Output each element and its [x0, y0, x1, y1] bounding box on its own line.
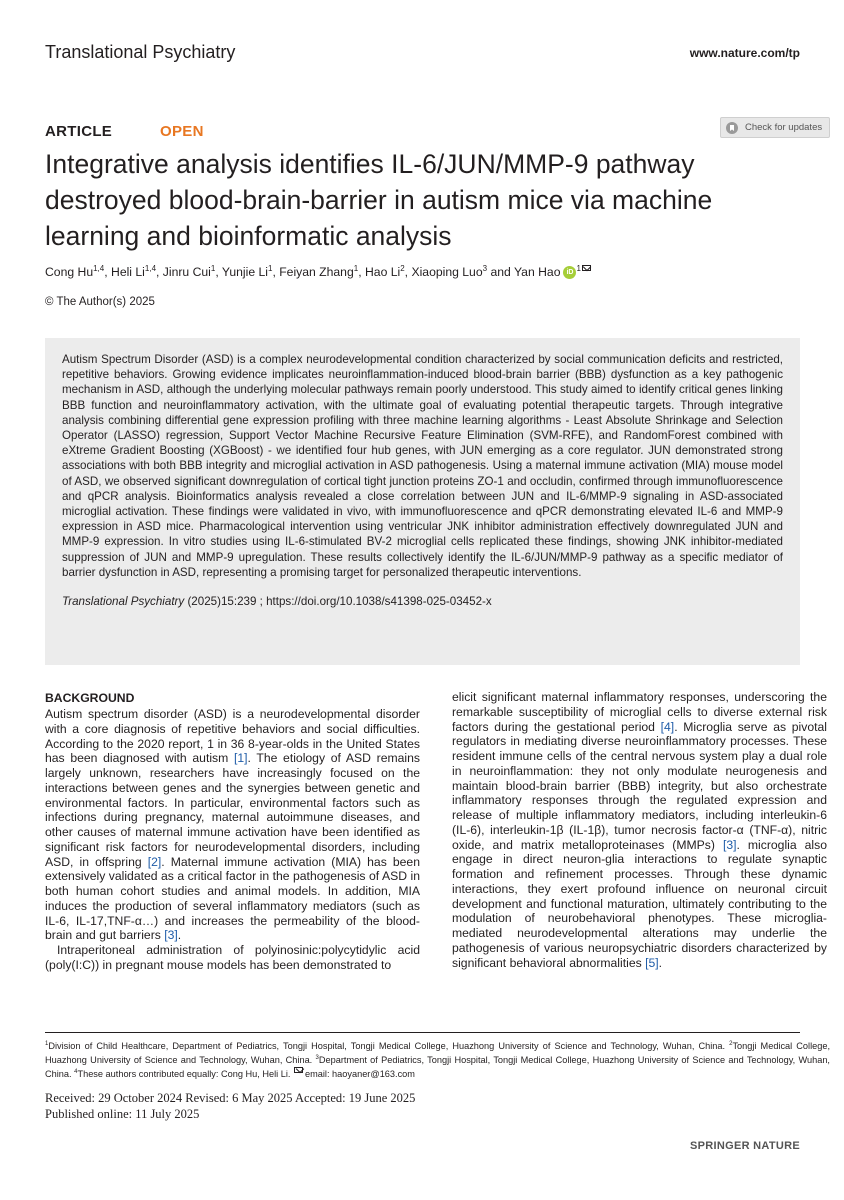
update-bookmark-icon [725, 121, 739, 135]
journal-name: Translational Psychiatry [45, 42, 236, 62]
author-name[interactable]: Yunjie Li [221, 265, 268, 280]
reference-link[interactable]: [4] [660, 719, 675, 734]
body-paragraph: Autism spectrum disorder (ASD) is a neurodevelopmental disorder with a core diagnosis of repetitive behaviors and social difficulties. According to the 2020 report, 1 in 36 8-year-olds in the United States has been diagnosed with autism [1]. The etiology of ASD remains largely unknown, researchers have increasingly focused on the interactions between genes and the synergies between genetic and environmental factors. In particular, environmental factors such as infections during pregnancy, maternal autoimmune diseases, and other causes of maternal immune activation have been identified as significant risk factors for neurodevelopmental disorders, including ASD, in offspring [2]. Maternal immune activation (MIA) has been extensively validated as a critical factor in the pathogenesis of ASD in both human cohort studies and animal models. In addition, MIA induces the production of several inflammatory mediators (such as IL-6, IL-17,TNF-α…) and increases the permeability of the blood-brain and gut barriers [3]. [45, 707, 420, 943]
reference-link[interactable]: [1] [233, 751, 248, 766]
check-for-updates-button[interactable] [720, 117, 830, 138]
article-title: Integrative analysis identifies IL-6/JUN/MMP-9 pathway destroyed blood-brain-barrier in autism mice via machine learning and bioinformatic analysis [45, 149, 713, 251]
section-heading-background: BACKGROUND [45, 691, 135, 705]
body-column-right [452, 690, 827, 970]
citation-line [62, 595, 783, 608]
footnote-divider [45, 1032, 800, 1033]
body-paragraph: elicit significant maternal inflammatory responses, underscoring the remarkable susceptibility of microglial cells to diverse external risk factors during the gestational period [4]. Microglia serve as pivotal regulators in mediating diverse neuroinflammatory processes. These resident immune cells of the central nervous system play a dual role in neuroinflammation: they not only modulate neurogenesis and maintain blood-brain barrier (BBB) integrity, but also orchestrate inflammatory responses through the regulated expression and release of multiple inflammatory mediators, including interleukin-6 (IL-6), interleukin-1β (IL-1β), tumor necrosis factor-α (TNF-α), nitric oxide, and matrix metalloproteinases (MMPs) [3]. microglia also engage in direct neuron-glia interactions to regulate synaptic formation and refinement processes. Through these dynamic interactions, they exert profound influence on neuronal circuit development and functional maturation, ultimately contributing to the modulation of neurobehavioral phenotypes. These microglia-mediated neurodevelopmental alterations may underlie the pathogenesis of various neuropsychiatric disorders characterized by significant behavioral abnormalities [5]. [452, 690, 828, 970]
author-name[interactable]: Cong Hu [45, 265, 94, 280]
affiliation-text: Tongji Medical College, Huazhong University of Science and Technology, Wuhan, China. [45, 1041, 830, 1065]
reference-link[interactable]: [2] [147, 854, 162, 869]
author-name[interactable]: Heli Li [111, 265, 145, 280]
affiliation-text: Department of Pediatrics, Tongji Hospital, Tongji Medical College, Huazhong University of Science and Technology, Wuhan, China. [45, 1055, 830, 1080]
affiliation-text: Division of Child Healthcare, Department of Pediatrics, Tongji Hospital, Tongji Medical College, Huazhong University of Science and Technology, Wuhan, China. [48, 1041, 730, 1051]
author-affiliation-sup: 1 [353, 264, 359, 273]
body-paragraph: Intraperitoneal administration of polyinosinic:polycytidylic acid (poly(I:C)) in pregnant mouse models has been demonstrated to [45, 943, 420, 972]
author-affiliation-sup: 1 [267, 264, 273, 273]
author-affiliation-sup: 1,4 [93, 264, 105, 273]
affiliation-sup: 4 [74, 1069, 78, 1075]
abstract-box [45, 338, 800, 665]
email-icon [294, 1067, 303, 1073]
copyright: © The Author(s) 2025 [45, 296, 155, 308]
author-affiliation-sup: 1 [210, 264, 216, 273]
author-list: Cong Hu$^{1,4}$, Heli Li$^{1,4}$, Jinru Cui$^1$, Yunjie Li$^1$, Feiyan Zhang$^1$, Hao Li$^2$, Xiaoping Luo$^3$ and Yan Hao iD $^1$ [45, 265, 591, 279]
author-name[interactable]: Feiyan Zhang [279, 265, 354, 280]
author-affiliation-sup: 2 [400, 264, 405, 273]
affiliation-text: These authors contributed equally: Cong Hu, Heli Li. [77, 1069, 293, 1080]
author-affiliation-sup: 3 [482, 264, 488, 273]
received-dates: Received: 29 October 2024 Revised: 6 May 2025 Accepted: 19 June 2025 [45, 1091, 416, 1105]
check-for-updates-label: Check for updates [745, 122, 823, 133]
author-affiliation-sup: 1 [576, 264, 581, 273]
open-access-label: OPEN [160, 123, 204, 140]
journal-url[interactable]: www.nature.com/tp [689, 46, 800, 60]
publication-dates [45, 1090, 415, 1122]
published-date: Published online: 11 July 2025 [45, 1107, 200, 1121]
reference-link[interactable]: [3] [164, 928, 178, 943]
author-name[interactable]: Jinru Cui [162, 265, 211, 280]
abstract-text: Autism Spectrum Disorder (ASD) is a complex neurodevelopmental condition characterized by social communication deficits and restricted, repetitive behaviors. Growing evidence implicates neuroinflammation-induced blood-brain barrier (BBB) dysfunction as a key pathogenic mechanism in ASD, although the underlying molecular pathways remain poorly understood. This study aimed to identify critical genes linking BBB function and neuroinflammatory activation, with the ultimate goal of evaluating potential therapeutic targets. Through integrative analysis combining differential gene expression profiling with three machine learning algorithms - Least Absolute Shrinkage and Selection Operator (LASSO) regression, Support Vector Machine Recursive Feature Elimination (SVM-RFE), and RandomForest combined with eXtreme Gradient Boosting (XGBoost) - we identified four hub genes, with JUN emerging as a core regulator. JUN demonstrated strong associations with both BBB integrity and microglial activation in ASD pathogenesis. Using a maternal immune activation (MIA) mouse model of ASD, we observed significant downregulation of cortical tight junction proteins ZO-1 and occludin, confirmed through immunofluorescence and qPCR analysis. Bioinformatics analysis revealed a close correlation between JUN and IL-6/MMP-9 signaling in ASD-associated microglial activation. These findings were validated in vivo, with immunofluorescence and qPCR demonstrating elevated IL-6 and MMP-9 expression in ASD mice. Pharmacological intervention using ventricular JNK inhibitor administration effectively downregulated JUN and MMP-9 expression. In vitro studies using IL-6-stimulated BV-2 microglial cells replicated these findings, showing JNK inhibitor-mediated suppression of JUN and MMP-9 upregulation. These results collectively identify the IL-6/JUN/MMP-9 pathway as a specific mediator of barrier dysfunction in ASD, representing a promising target for personalized therapeutic interventions. [62, 353, 783, 579]
affiliation-sup: 2 [729, 1040, 733, 1047]
article-type-label: ARTICLE [45, 123, 113, 140]
author-affiliation-sup: 1,4 [144, 264, 157, 273]
reference-link[interactable]: [5] [645, 955, 659, 970]
author-name[interactable]: Xiaoping Luo [411, 265, 483, 280]
citation-journal: Translational Psychiatry [62, 595, 185, 609]
affiliation-sup: 3 [315, 1054, 319, 1061]
author-name[interactable]: Hao Li [364, 265, 401, 280]
affiliation-sup: 1 [45, 1040, 49, 1047]
author-name[interactable]: Yan Hao [513, 265, 561, 280]
publisher-logo: SPRINGER NATURE [689, 1140, 800, 1152]
contact-email[interactable]: email: haoyaner@163.com [305, 1069, 415, 1080]
reference-link[interactable]: [3] [722, 837, 737, 852]
orcid-icon[interactable]: iD [563, 266, 576, 279]
email-icon[interactable] [582, 265, 591, 271]
body-column-left [45, 690, 420, 973]
citation-details[interactable]: (2025)15:239 ; https://doi.org/10.1038/s41398-025-03452-x [184, 595, 492, 609]
affiliations [45, 1039, 830, 1081]
